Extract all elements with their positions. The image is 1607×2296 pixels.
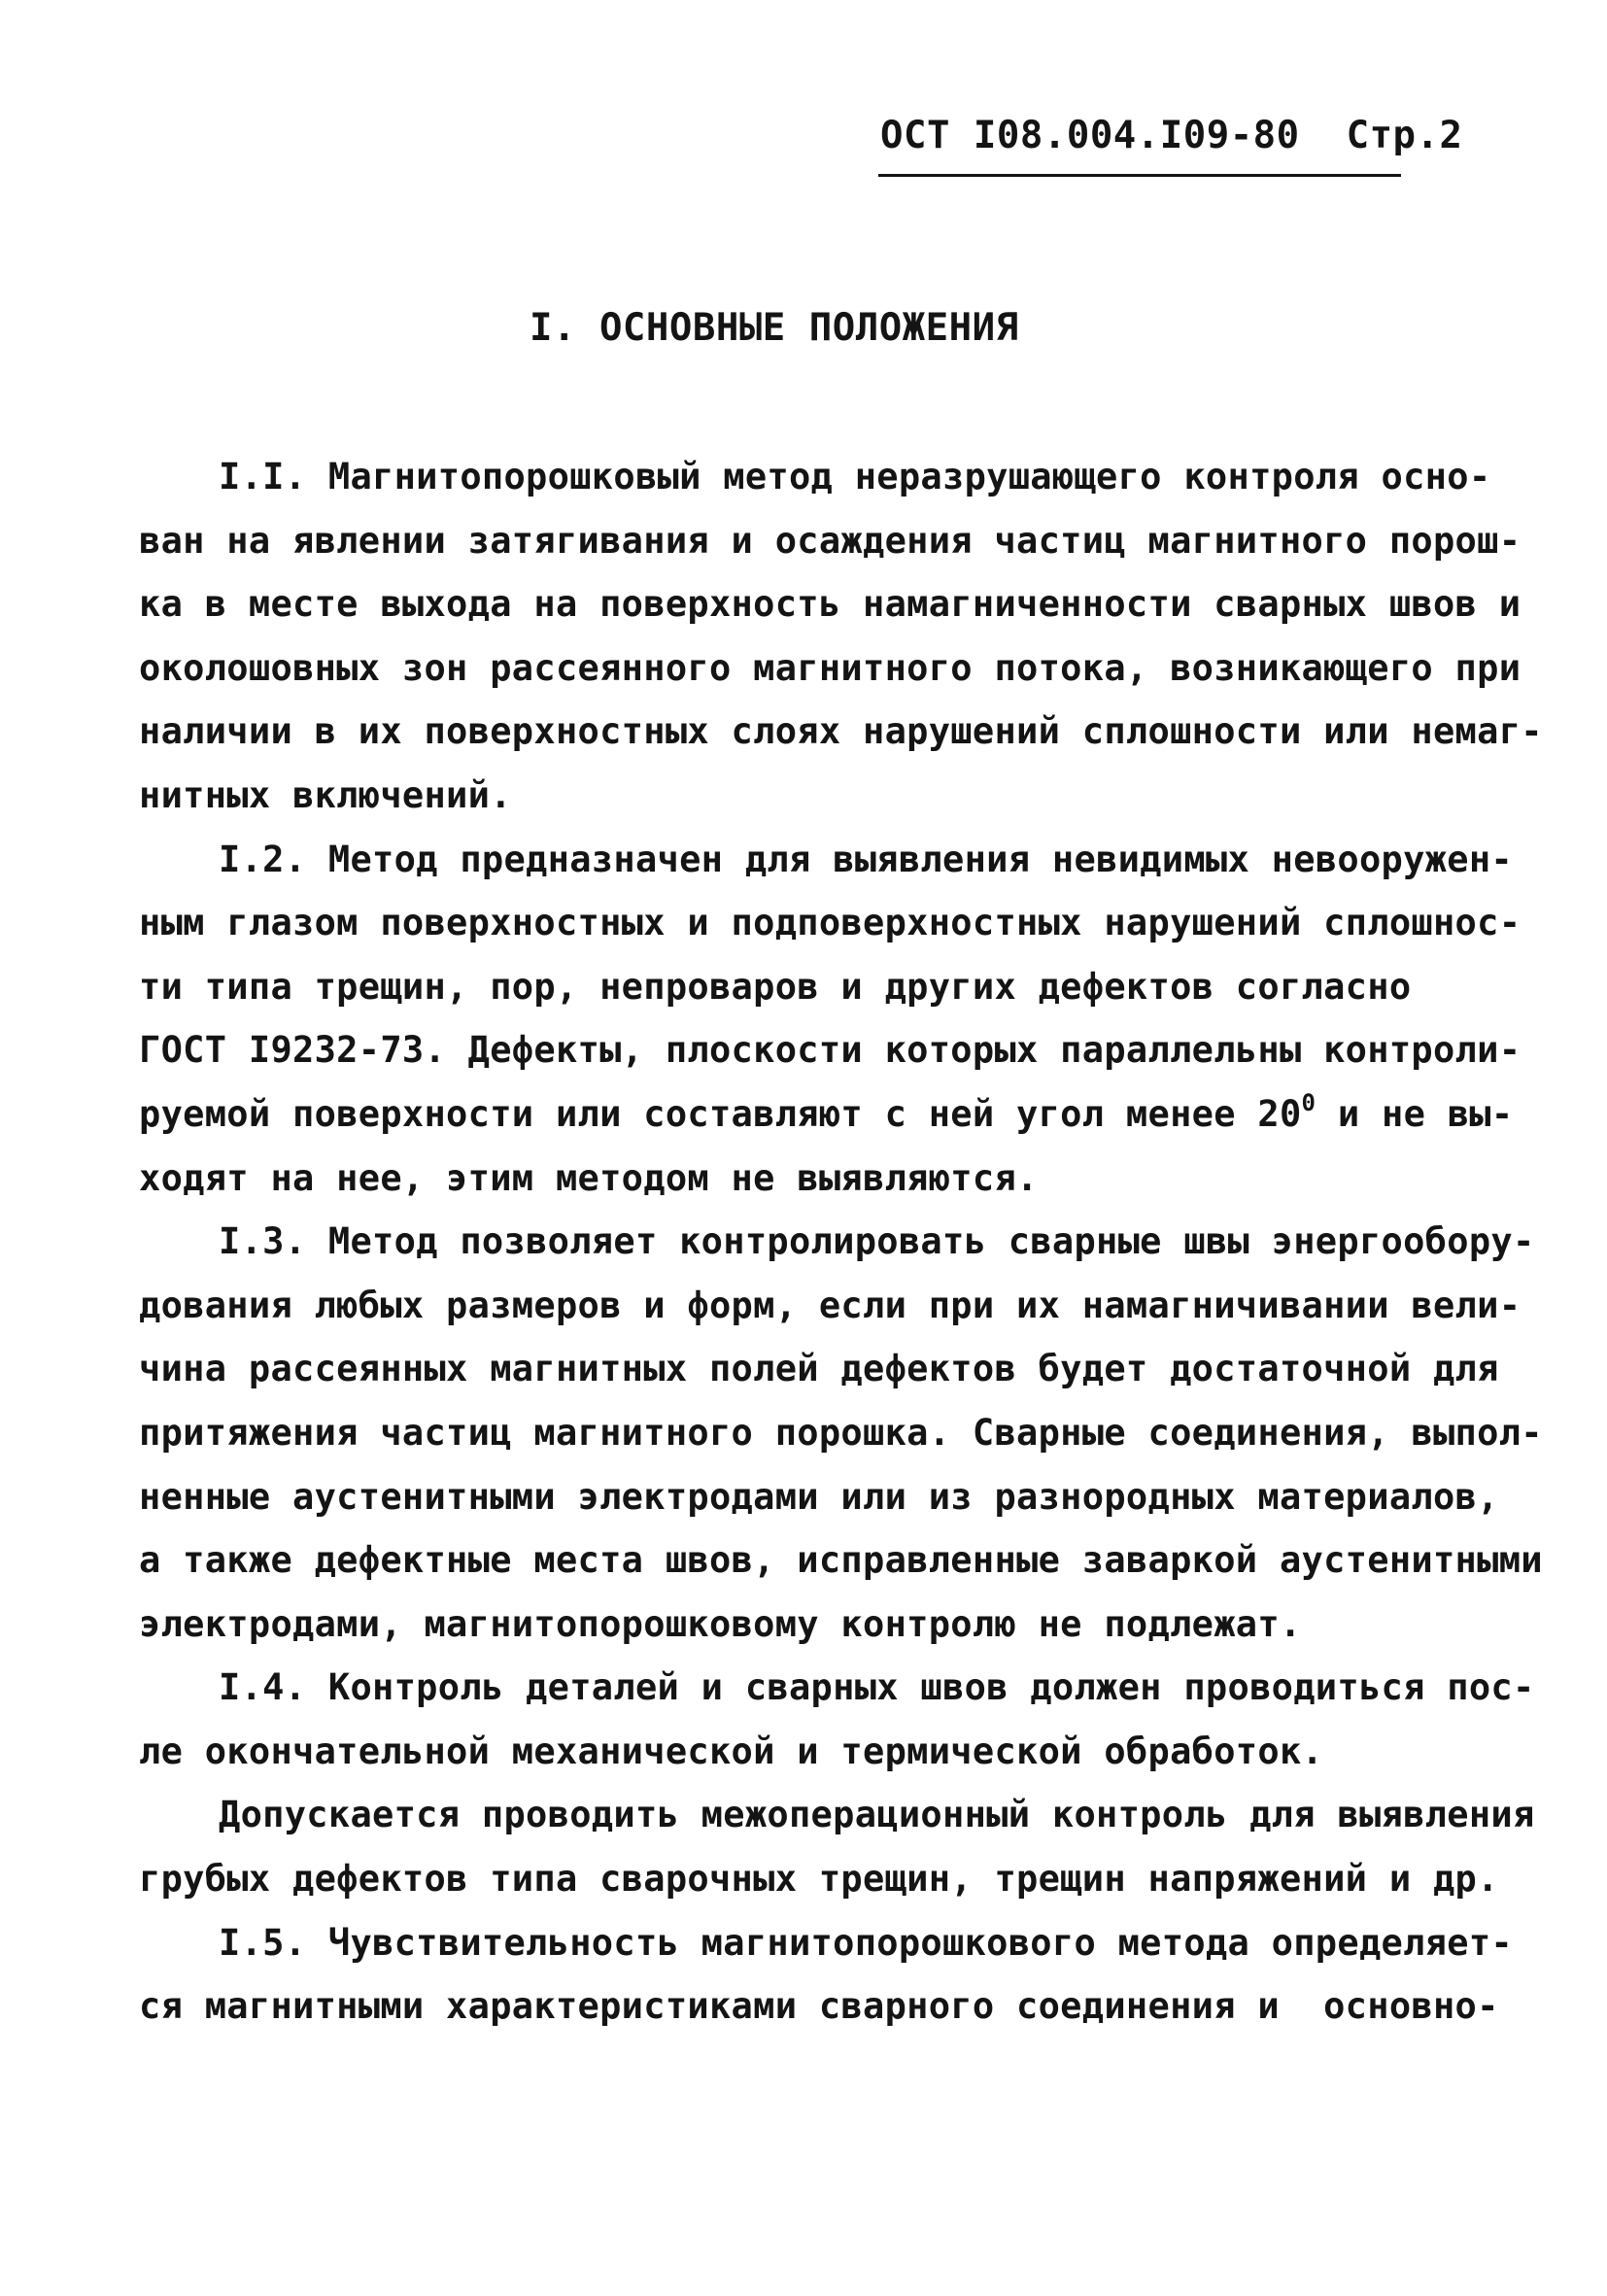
paragraph-1-2-line — [139, 1082, 1514, 1147]
paragraph-1-1-line: нитных включений. — [139, 773, 512, 816]
paragraph-1-2-line: ным глазом поверхностных и подповерхностных нарушений сплошнос- — [139, 902, 1522, 944]
paragraph-1-1-line: ка в месте выхода на поверхность намагниченности сварных швов и — [139, 583, 1522, 626]
paragraph-1-3-line: притяжения частиц магнитного порошка. Сварные соединения, выпол- — [139, 1411, 1543, 1454]
header-underline — [878, 174, 1401, 177]
paragraph-1-3-line: дования любых размеров и форм, если при их намагничивании вели- — [139, 1284, 1522, 1326]
paragraph-1-3-line: ненные аустенитными электродами или из разнородных материалов, — [139, 1475, 1499, 1518]
paragraph-1-2-line: ти типа трещин, пор, непроваров и других дефектов согласно — [139, 965, 1412, 1008]
paragraph-1-1-line: ван на явлении затягивания и осаждения частиц магнитного порош- — [139, 519, 1522, 562]
paragraph-1-4-line: ле окончательной механической и термической обработок. — [139, 1730, 1324, 1772]
paragraph-1-4-note-line: грубых дефектов типа сварочных трещин, трещин напряжений и др. — [139, 1858, 1499, 1901]
degree-superscript: 0 — [1301, 1088, 1316, 1116]
paragraph-1-1-line: околошовных зон рассеянного магнитного потока, возникающего при — [139, 646, 1522, 689]
paragraph-1-3-line: чина рассеянных магнитных полей дефектов будет достаточной для — [139, 1348, 1499, 1390]
paragraph-1-2-line: ГОСТ I9232-73. Дефекты, плоскости которых параллельны контроли- — [139, 1029, 1522, 1072]
paragraph-1-2-line: ходят на нее, этим методом не выявляются. — [139, 1156, 1039, 1199]
paragraph-1-1-line: I.I. Магнитопорошковый метод неразрушающего контроля осно- — [219, 456, 1491, 497]
paragraph-1-4-line: I.4. Контроль деталей и сварных швов должен проводиться пос- — [219, 1666, 1535, 1709]
paragraph-1-5-line: I.5. Чувствительность магнитопорошкового метода определяет- — [219, 1921, 1513, 1964]
paragraph-1-2-line-end: и не вы- — [1316, 1092, 1514, 1135]
section-title: I. ОСНОВНЫЕ ПОЛОЖЕНИЯ — [530, 306, 1019, 350]
paragraph-1-3-line: I.3. Метод позволяет контролировать сварные швы энергообору- — [219, 1220, 1535, 1263]
paragraph-1-3-line: а также дефектные места швов, исправленные заваркой аустенитными — [139, 1539, 1543, 1582]
paragraph-1-2-line-start: руемой поверхности или составляют с ней угол менее 20 — [139, 1092, 1302, 1135]
paragraph-1-5-line: ся магнитными характеристиками сварного соединения и основно- — [139, 1985, 1499, 2028]
document-code-header: ОСТ I08.004.I09-80 Стр.2 — [880, 114, 1463, 157]
paragraph-1-2-line: I.2. Метод предназначен для выявления невидимых невооружен- — [219, 838, 1513, 880]
paragraph-1-3-line: электродами, магнитопорошковому контролю не подлежат. — [139, 1602, 1302, 1645]
body-text — [139, 445, 1543, 2039]
paragraph-1-4-note-line: Допускается проводить межоперационный контроль для выявления — [219, 1794, 1535, 1836]
paragraph-1-1-line: наличии в их поверхностных слоях нарушений сплошности или немаг- — [139, 710, 1543, 753]
